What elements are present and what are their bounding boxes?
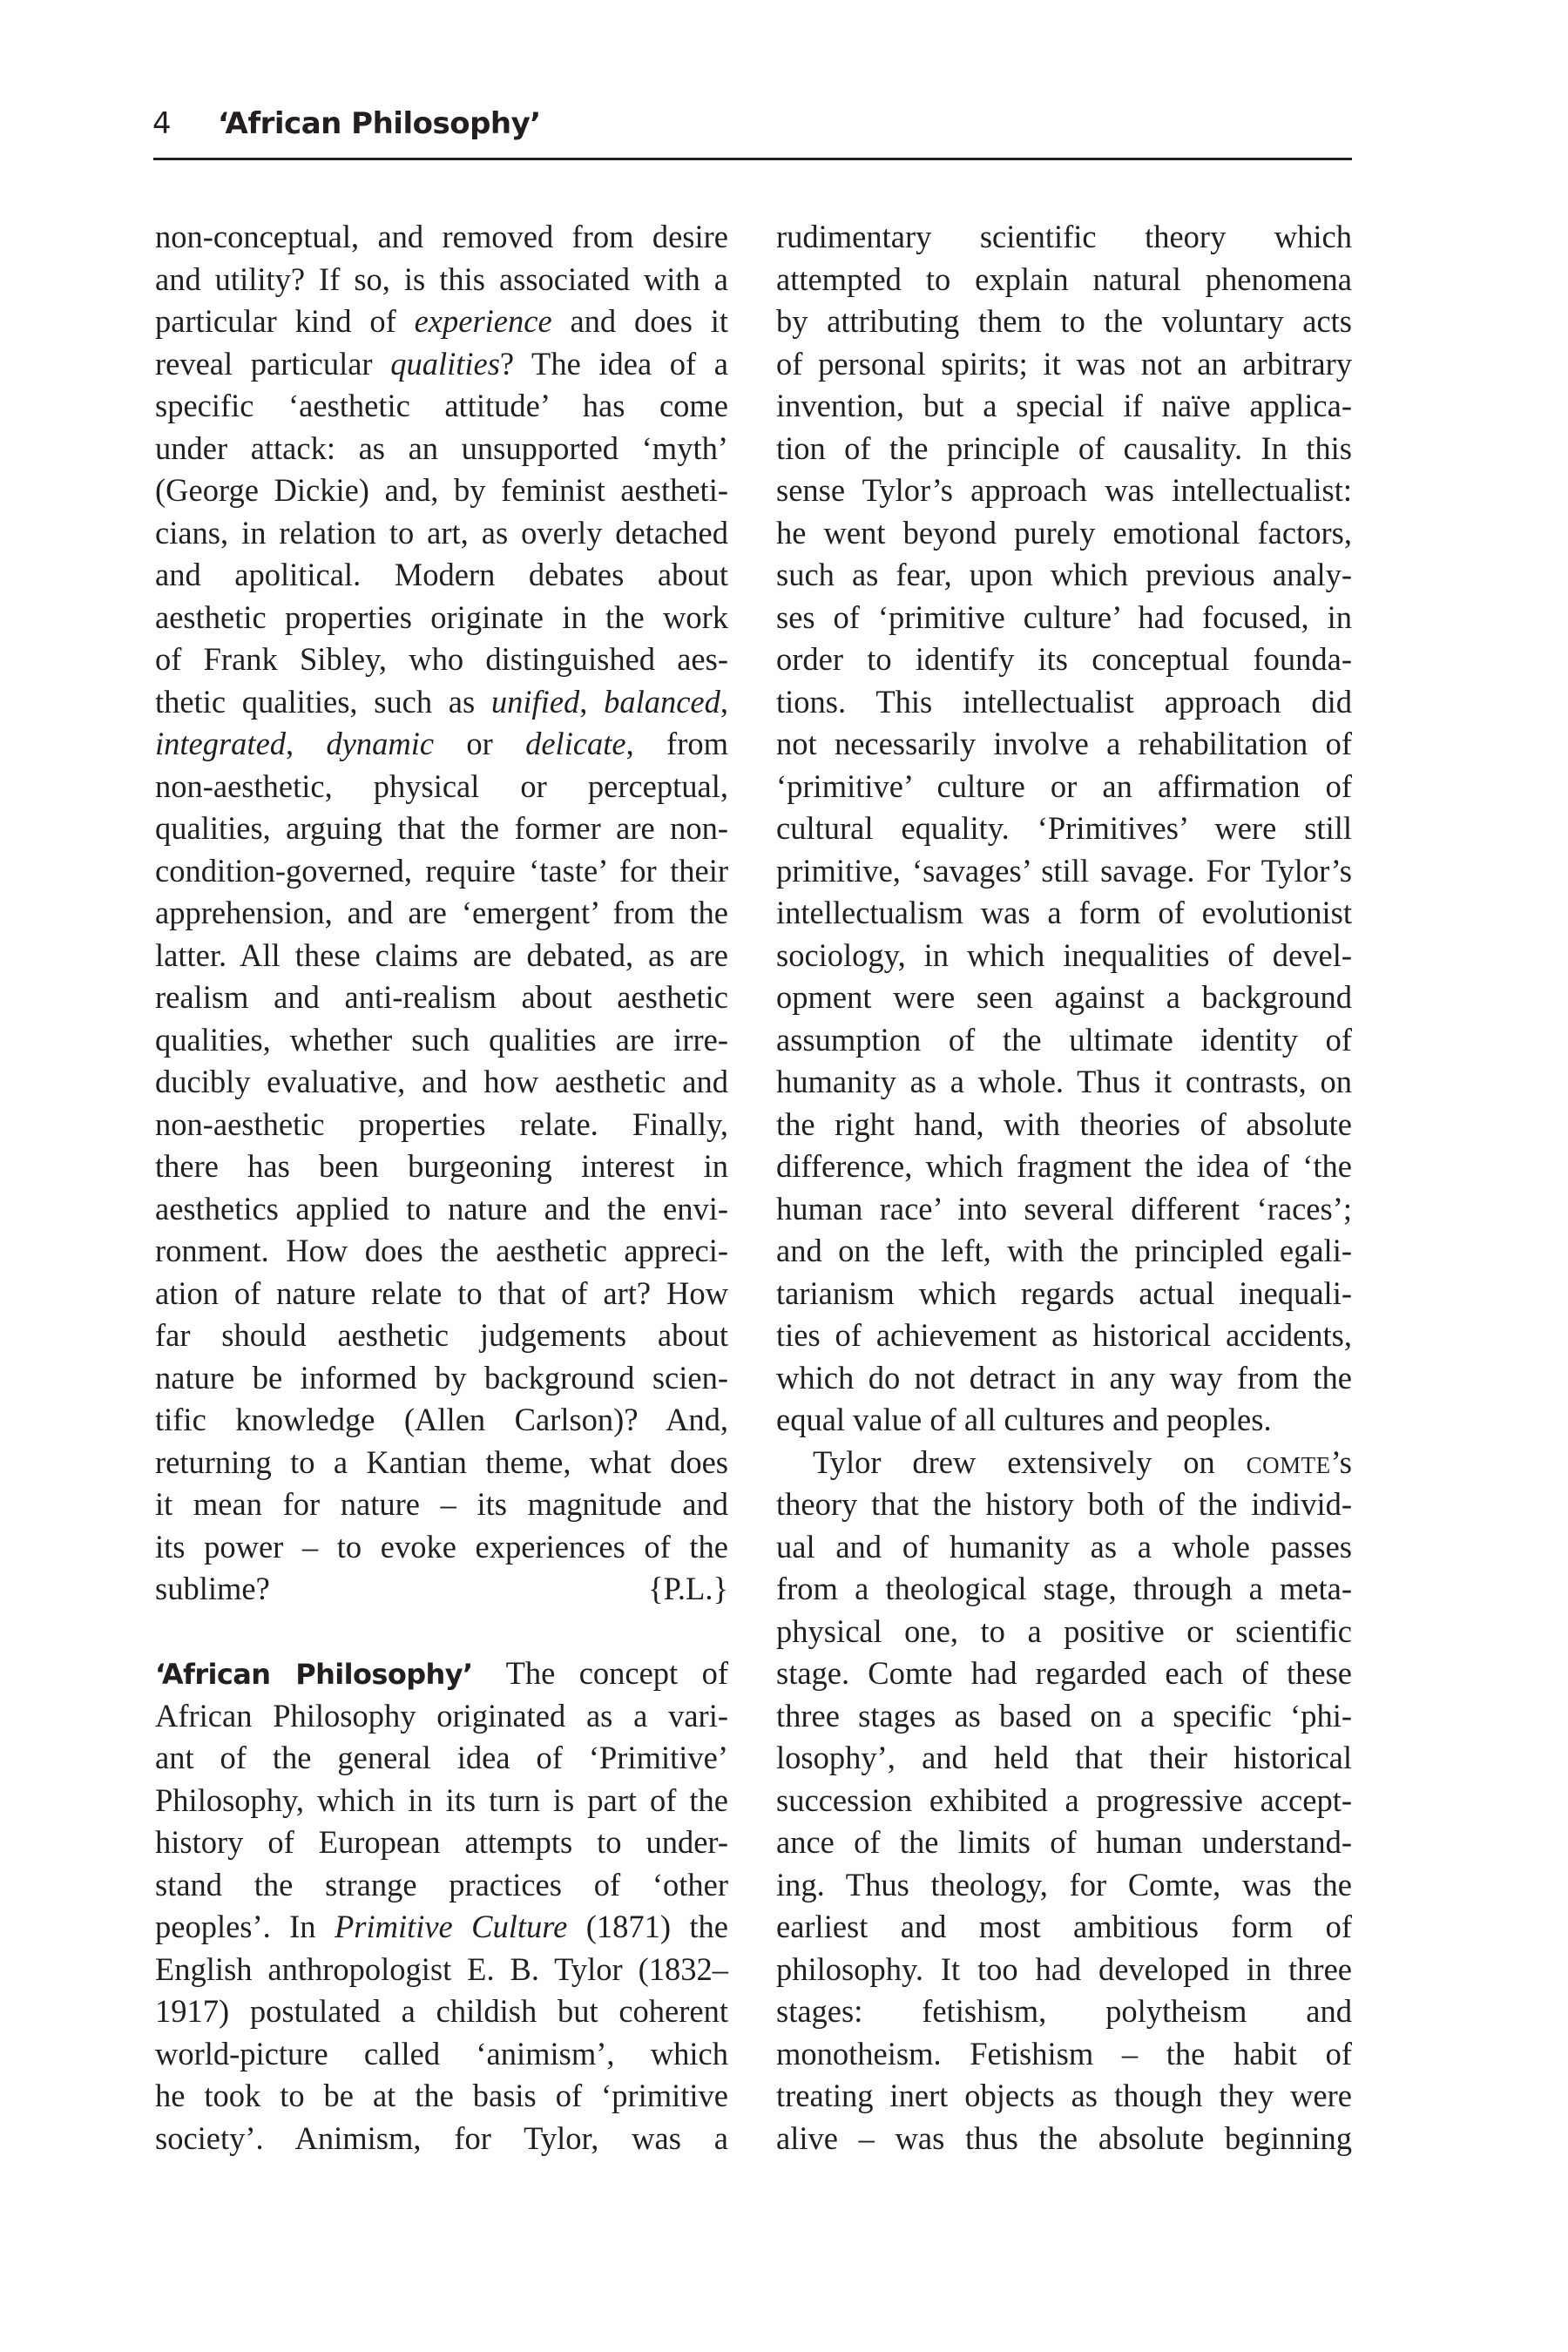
- text-line: of personal spirits; it was not an arbitrary: [776, 345, 1352, 382]
- text-line: society’. Animism, for Tylor, was a: [155, 2119, 728, 2156]
- header-rule: [153, 158, 1352, 160]
- text-line: ducibly evaluative, and how aesthetic and: [155, 1064, 728, 1099]
- text-line: specific ‘aesthetic attitude’ has come: [155, 388, 728, 423]
- text-line: history of European attempts to under-: [155, 1824, 728, 1860]
- text-line: ing. Thus theology, for Comte, was the: [776, 1866, 1352, 1903]
- text-line: primitive, ‘savages’ still savage. For Tylor’s: [776, 852, 1352, 889]
- text-line: attempted to explain natural phenomena: [776, 260, 1352, 297]
- text-line: opment were seen against a background: [776, 979, 1352, 1015]
- entry-first-line: [155, 1652, 728, 1695]
- text-line: difference, which fragment the idea of ‘the: [776, 1148, 1352, 1184]
- italic-term: delicate: [525, 726, 626, 761]
- text-line: far should aesthetic judgements about: [155, 1317, 728, 1353]
- text-line: ses of ‘primitive culture’ had focused, in: [776, 598, 1352, 635]
- text-line: and utility? If so, is this associated with a: [155, 260, 728, 297]
- text-line: non-aesthetic properties relate. Finally,: [155, 1105, 728, 1142]
- author-initials: {P.L.}: [648, 1571, 728, 1606]
- cross-reference: COMTE: [1246, 1451, 1331, 1478]
- text-line: stages: fetishism, polytheism and: [776, 1993, 1352, 2029]
- paragraph-tylor-intellectualism: [776, 216, 1352, 1399]
- text-line: integrated, dynamic or delicate, from: [155, 726, 729, 761]
- text-line: by attributing them to the voluntary acts: [776, 303, 1352, 339]
- text-line: assumption of the ultimate identity of: [776, 1021, 1352, 1058]
- text-line: peoples’. In Primitive Culture (1871) the: [155, 1909, 728, 1944]
- text-line: rudimentary scientific theory which: [776, 219, 1352, 254]
- text-line: English anthropologist E. B. Tylor (1832–: [155, 1950, 728, 1987]
- text-line: particular kind of experience and does it: [155, 303, 728, 339]
- text-line: which do not detract in any way from the: [776, 1359, 1352, 1396]
- italic-term: experience: [414, 303, 552, 339]
- text-line: ties of achievement as historical accidents,: [776, 1317, 1352, 1353]
- italic-term: qualities: [390, 345, 500, 382]
- page-number: 4: [152, 106, 172, 141]
- text-line: 1917) postulated a childish but coherent: [155, 1993, 728, 2029]
- text-line: ual and of humanity as a whole passes: [776, 1528, 1352, 1565]
- italic-term: dynamic: [326, 726, 435, 761]
- text-line: tific knowledge (Allen Carlson)? And,: [155, 1402, 728, 1437]
- entry-african-philosophy-body: [155, 1695, 728, 2160]
- text-line: world-picture called ‘animism’, which: [155, 2035, 728, 2072]
- text-line: ‘primitive’ culture or an affirmation of: [776, 767, 1352, 804]
- entry-separator: [155, 1611, 728, 1653]
- text-line: intellectualism was a form of evolutionist: [776, 895, 1352, 930]
- text-line: earliest and most ambitious form of: [776, 1909, 1352, 1944]
- text-line: sociology, in which inequalities of devel-: [776, 936, 1352, 973]
- text-line: monotheism. Fetishism – the habit of: [776, 2035, 1352, 2072]
- text-line: reveal particular qualities? The idea of a: [155, 345, 728, 382]
- entry-aesthetics-continued: [155, 216, 728, 1568]
- italic-term: integrated: [155, 726, 287, 761]
- text-line: alive – was thus the absolute beginning: [776, 2119, 1352, 2156]
- text-line: not necessarily involve a rehabilitation of: [776, 726, 1352, 761]
- running-head: ‘African Philosophy’: [218, 106, 541, 141]
- text-line: apprehension, and are ‘emergent’ from the: [155, 895, 728, 930]
- text-line: treating inert objects as though they were: [776, 2078, 1352, 2113]
- text-line: such as fear, upon which previous analy-: [776, 557, 1352, 592]
- italic-term: unified: [490, 683, 580, 720]
- text-line: and apolitical. Modern debates about: [155, 557, 728, 592]
- entry-headword: ‘African Philosophy’: [155, 1658, 473, 1691]
- paragraph-comte-first-line: Tylor drew extensively on COMTE’s: [813, 1443, 1352, 1480]
- left-column: [155, 216, 728, 2159]
- text-line: it mean for nature – its magnitude and: [155, 1486, 728, 1522]
- text-line: cians, in relation to art, as overly detached: [155, 514, 728, 551]
- entry-first-line-text: The concept of: [505, 1655, 728, 1691]
- text-line: from a theological stage, through a meta-: [776, 1571, 1352, 1606]
- text-line: theory that the history both of the individ-: [776, 1486, 1352, 1522]
- text-line: human race’ into several different ‘races’;: [776, 1190, 1352, 1227]
- text-line: ance of the limits of human understand-: [776, 1824, 1352, 1860]
- italic-term: Primitive Culture: [334, 1909, 568, 1944]
- text-line: there has been burgeoning interest in: [155, 1148, 728, 1184]
- text-line: he went beyond purely emotional factors,: [776, 514, 1352, 551]
- italic-term: balanced: [604, 683, 720, 720]
- text-line: tarianism which regards actual inequali-: [776, 1274, 1352, 1311]
- text-line: invention, but a special if naïve applica-: [776, 388, 1352, 423]
- text-line: under attack: as an unsupported ‘myth’: [155, 429, 728, 466]
- text-line: three stages as based on a specific ‘phi-: [776, 1697, 1352, 1734]
- text-line: ronment. How does the aesthetic appreci-: [155, 1233, 728, 1268]
- text-line: Philosophy, which in its turn is part of the: [155, 1781, 728, 1818]
- text-line: (George Dickie) and, by feminist aestheti-: [155, 472, 728, 508]
- paragraph-comte: [776, 1484, 1352, 2159]
- entry-last-line: sublime?: [155, 1571, 270, 1606]
- text-line: succession exhibited a progressive accept-: [776, 1781, 1352, 1818]
- text-line: tions. This intellectualist approach did: [776, 683, 1352, 720]
- text-line: philosophy. It too had developed in three: [776, 1950, 1352, 1987]
- entry-signature-line: [155, 1568, 728, 1611]
- text-line: physical one, to a positive or scientific: [776, 1612, 1352, 1649]
- text-line: latter. All these claims are debated, as are: [155, 936, 728, 973]
- text-line: losophy’, and held that their historical: [776, 1740, 1352, 1775]
- text-line: aesthetics applied to nature and the envi-: [155, 1190, 728, 1227]
- right-column: [776, 216, 1352, 2159]
- text-line: order to identify its conceptual founda-: [776, 641, 1352, 677]
- text-line: non-aesthetic, physical or perceptual,: [155, 767, 728, 804]
- text-line: the right hand, with theories of absolute: [776, 1105, 1352, 1142]
- text-line: ant of the general idea of ‘Primitive’: [155, 1740, 728, 1775]
- text-line: and on the left, with the principled egali-: [776, 1233, 1352, 1268]
- text-line: African Philosophy originated as a vari-: [155, 1697, 728, 1734]
- text-line: its power – to evoke experiences of the: [155, 1528, 728, 1565]
- text-line: stand the strange practices of ‘other: [155, 1866, 728, 1903]
- paragraph-last-line: equal value of all cultures and peoples.: [776, 1402, 1272, 1437]
- text-line: ation of nature relate to that of art? How: [155, 1274, 728, 1311]
- text-line: he took to be at the basis of ‘primitive: [155, 2078, 728, 2113]
- text-line: condition-governed, require ‘taste’ for their: [155, 852, 728, 889]
- text-line: non-conceptual, and removed from desire: [155, 219, 728, 254]
- text-line: aesthetic properties originate in the work: [155, 598, 728, 635]
- text-line: sense Tylor’s approach was intellectualist:: [776, 472, 1352, 508]
- text-line: cultural equality. ‘Primitives’ were still: [776, 810, 1352, 846]
- text-line: humanity as a whole. Thus it contrasts, on: [776, 1064, 1352, 1099]
- text-line: tion of the principle of causality. In this: [776, 429, 1352, 466]
- entry-african-philosophy: [155, 1652, 728, 2159]
- text-line: realism and anti-realism about aesthetic: [155, 979, 728, 1015]
- text-line: of Frank Sibley, who distinguished aes-: [155, 641, 728, 677]
- text-line: nature be informed by background scien-: [155, 1359, 728, 1396]
- text-line: returning to a Kantian theme, what does: [155, 1443, 728, 1480]
- text-line: stage. Comte had regarded each of these: [776, 1655, 1352, 1691]
- text-line: thetic qualities, such as unified, balanced,: [155, 683, 728, 720]
- text-line: qualities, arguing that the former are non-: [155, 810, 728, 846]
- text-line: qualities, whether such qualities are irre-: [155, 1021, 728, 1058]
